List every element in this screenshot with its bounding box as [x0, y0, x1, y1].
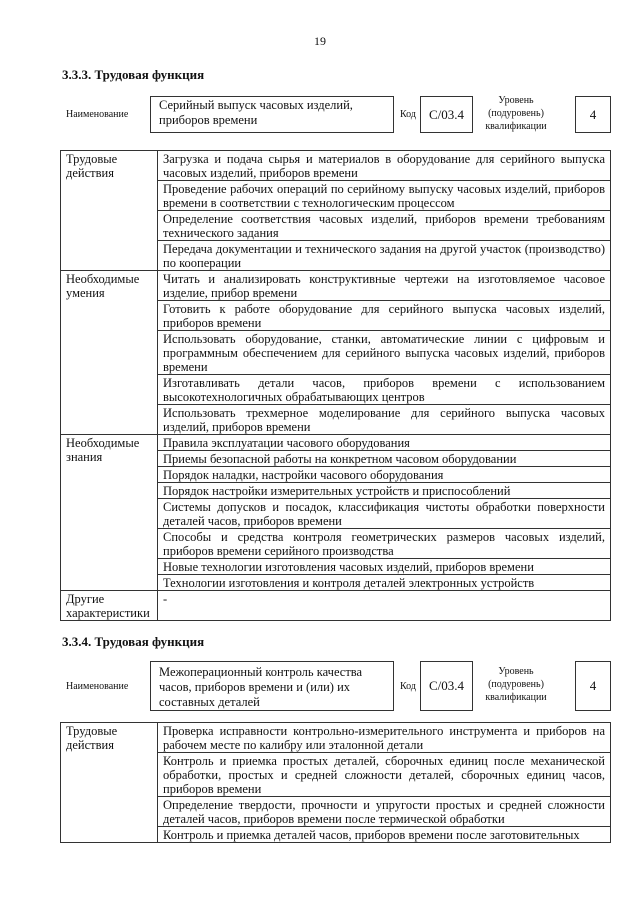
level-label-line: Уровень	[498, 666, 534, 677]
table-row	[61, 591, 611, 621]
level-label-line: Уровень	[498, 95, 534, 106]
group-label: Другие характеристики	[61, 591, 158, 621]
section-title: 3.3.3. Трудовая функция	[62, 67, 205, 82]
group-item: Новые технологии изготовления часовых изделий, приборов времени	[158, 559, 611, 575]
group-item: Порядок настройки измерительных устройств и приспособлений	[158, 483, 611, 499]
group-item: Приемы безопасной работы на конкретном часовом оборудовании	[158, 451, 611, 467]
group-item: Готовить к работе оборудование для серийного выпуска часовых изделий, приборов времени	[158, 301, 611, 331]
group-item: Использовать оборудование, станки, автоматические линии с цифровым и программным обеспечением для серийного выпуска часовых изделий, приборов времени	[158, 331, 611, 375]
function-name-box: Серийный выпуск часовых изделий, приборов времени	[150, 96, 394, 133]
group-item: Системы допусков и посадок, классификация чистоты обработки поверхности деталей часов, приборов времени	[158, 499, 611, 529]
group-item: Определение твердости, прочности и упругости простых и средней сложности деталей часов, приборов времени после термической обработки	[158, 797, 611, 827]
group-item: Проведение рабочих операций по серийному выпуску часовых изделий, приборов времени в соответствии с технологическим процессом	[158, 181, 611, 211]
group-item: Проверка исправности контрольно-измерительного инструмента и приборов на рабочем месте по калибру или эталонной детали	[158, 723, 611, 753]
group-item: -	[158, 591, 611, 621]
group-item: Контроль и приемка простых деталей, сборочных единиц после механической обработки, простых и средней сложности деталей, сборочных единиц часов, приборов времени	[158, 753, 611, 797]
group-item: Определение соответствия часовых изделий, приборов времени требованиям технического задания	[158, 211, 611, 241]
level-label	[478, 665, 554, 704]
level-box: 4	[575, 96, 611, 133]
group-label: Трудовые действия	[61, 723, 158, 843]
code-box: C/03.4	[420, 96, 473, 133]
group-item: Порядок наладки, настройки часового оборудования	[158, 467, 611, 483]
function-name-box: Межоперационный контроль качества часов, приборов времени и (или) их составных деталей	[150, 661, 394, 711]
code-box: C/03.4	[420, 661, 473, 711]
group-item: Способы и средства контроля геометрических размеров часовых изделий, приборов времени серийного производства	[158, 529, 611, 559]
group-label: Необходимые умения	[61, 271, 158, 435]
level-label	[478, 94, 554, 133]
level-label-line: квалификации	[485, 692, 547, 703]
name-label: Наименование	[66, 681, 129, 692]
page-number: 19	[314, 34, 326, 48]
group-label: Трудовые действия	[61, 151, 158, 271]
group-label: Необходимые знания	[61, 435, 158, 591]
group-item: Передача документации и технического задания на другой участок (производство) по кооперации	[158, 241, 611, 271]
level-label-line: (подуровень)	[488, 679, 544, 690]
name-label: Наименование	[66, 109, 129, 120]
function-table	[60, 150, 611, 621]
level-label-line: (подуровень)	[488, 108, 544, 119]
group-item: Читать и анализировать конструктивные чертежи на изготовляемое часовое изделие, прибор времени	[158, 271, 611, 301]
group-item: Контроль и приемка деталей часов, приборов времени после заготовительных	[158, 827, 611, 843]
level-box: 4	[575, 661, 611, 711]
code-label: Код	[400, 681, 416, 692]
section-title: 3.3.4. Трудовая функция	[62, 634, 205, 649]
table-row	[61, 435, 611, 451]
group-item: Использовать трехмерное моделирование для серийного выпуска часовых изделий, приборов времени	[158, 405, 611, 435]
group-item: Изготавливать детали часов, приборов времени с использованием высокотехнологичных обрабатывающих центров	[158, 375, 611, 405]
level-label-line: квалификации	[485, 121, 547, 132]
function-table	[60, 722, 611, 843]
code-label: Код	[400, 109, 416, 120]
table-row	[61, 151, 611, 181]
group-item: Правила эксплуатации часового оборудования	[158, 435, 611, 451]
group-item: Загрузка и подача сырья и материалов в оборудование для серийного выпуска часовых изделий, приборов времени	[158, 151, 611, 181]
group-item: Технологии изготовления и контроля деталей электронных устройств	[158, 575, 611, 591]
table-row	[61, 271, 611, 301]
table-row	[61, 723, 611, 753]
